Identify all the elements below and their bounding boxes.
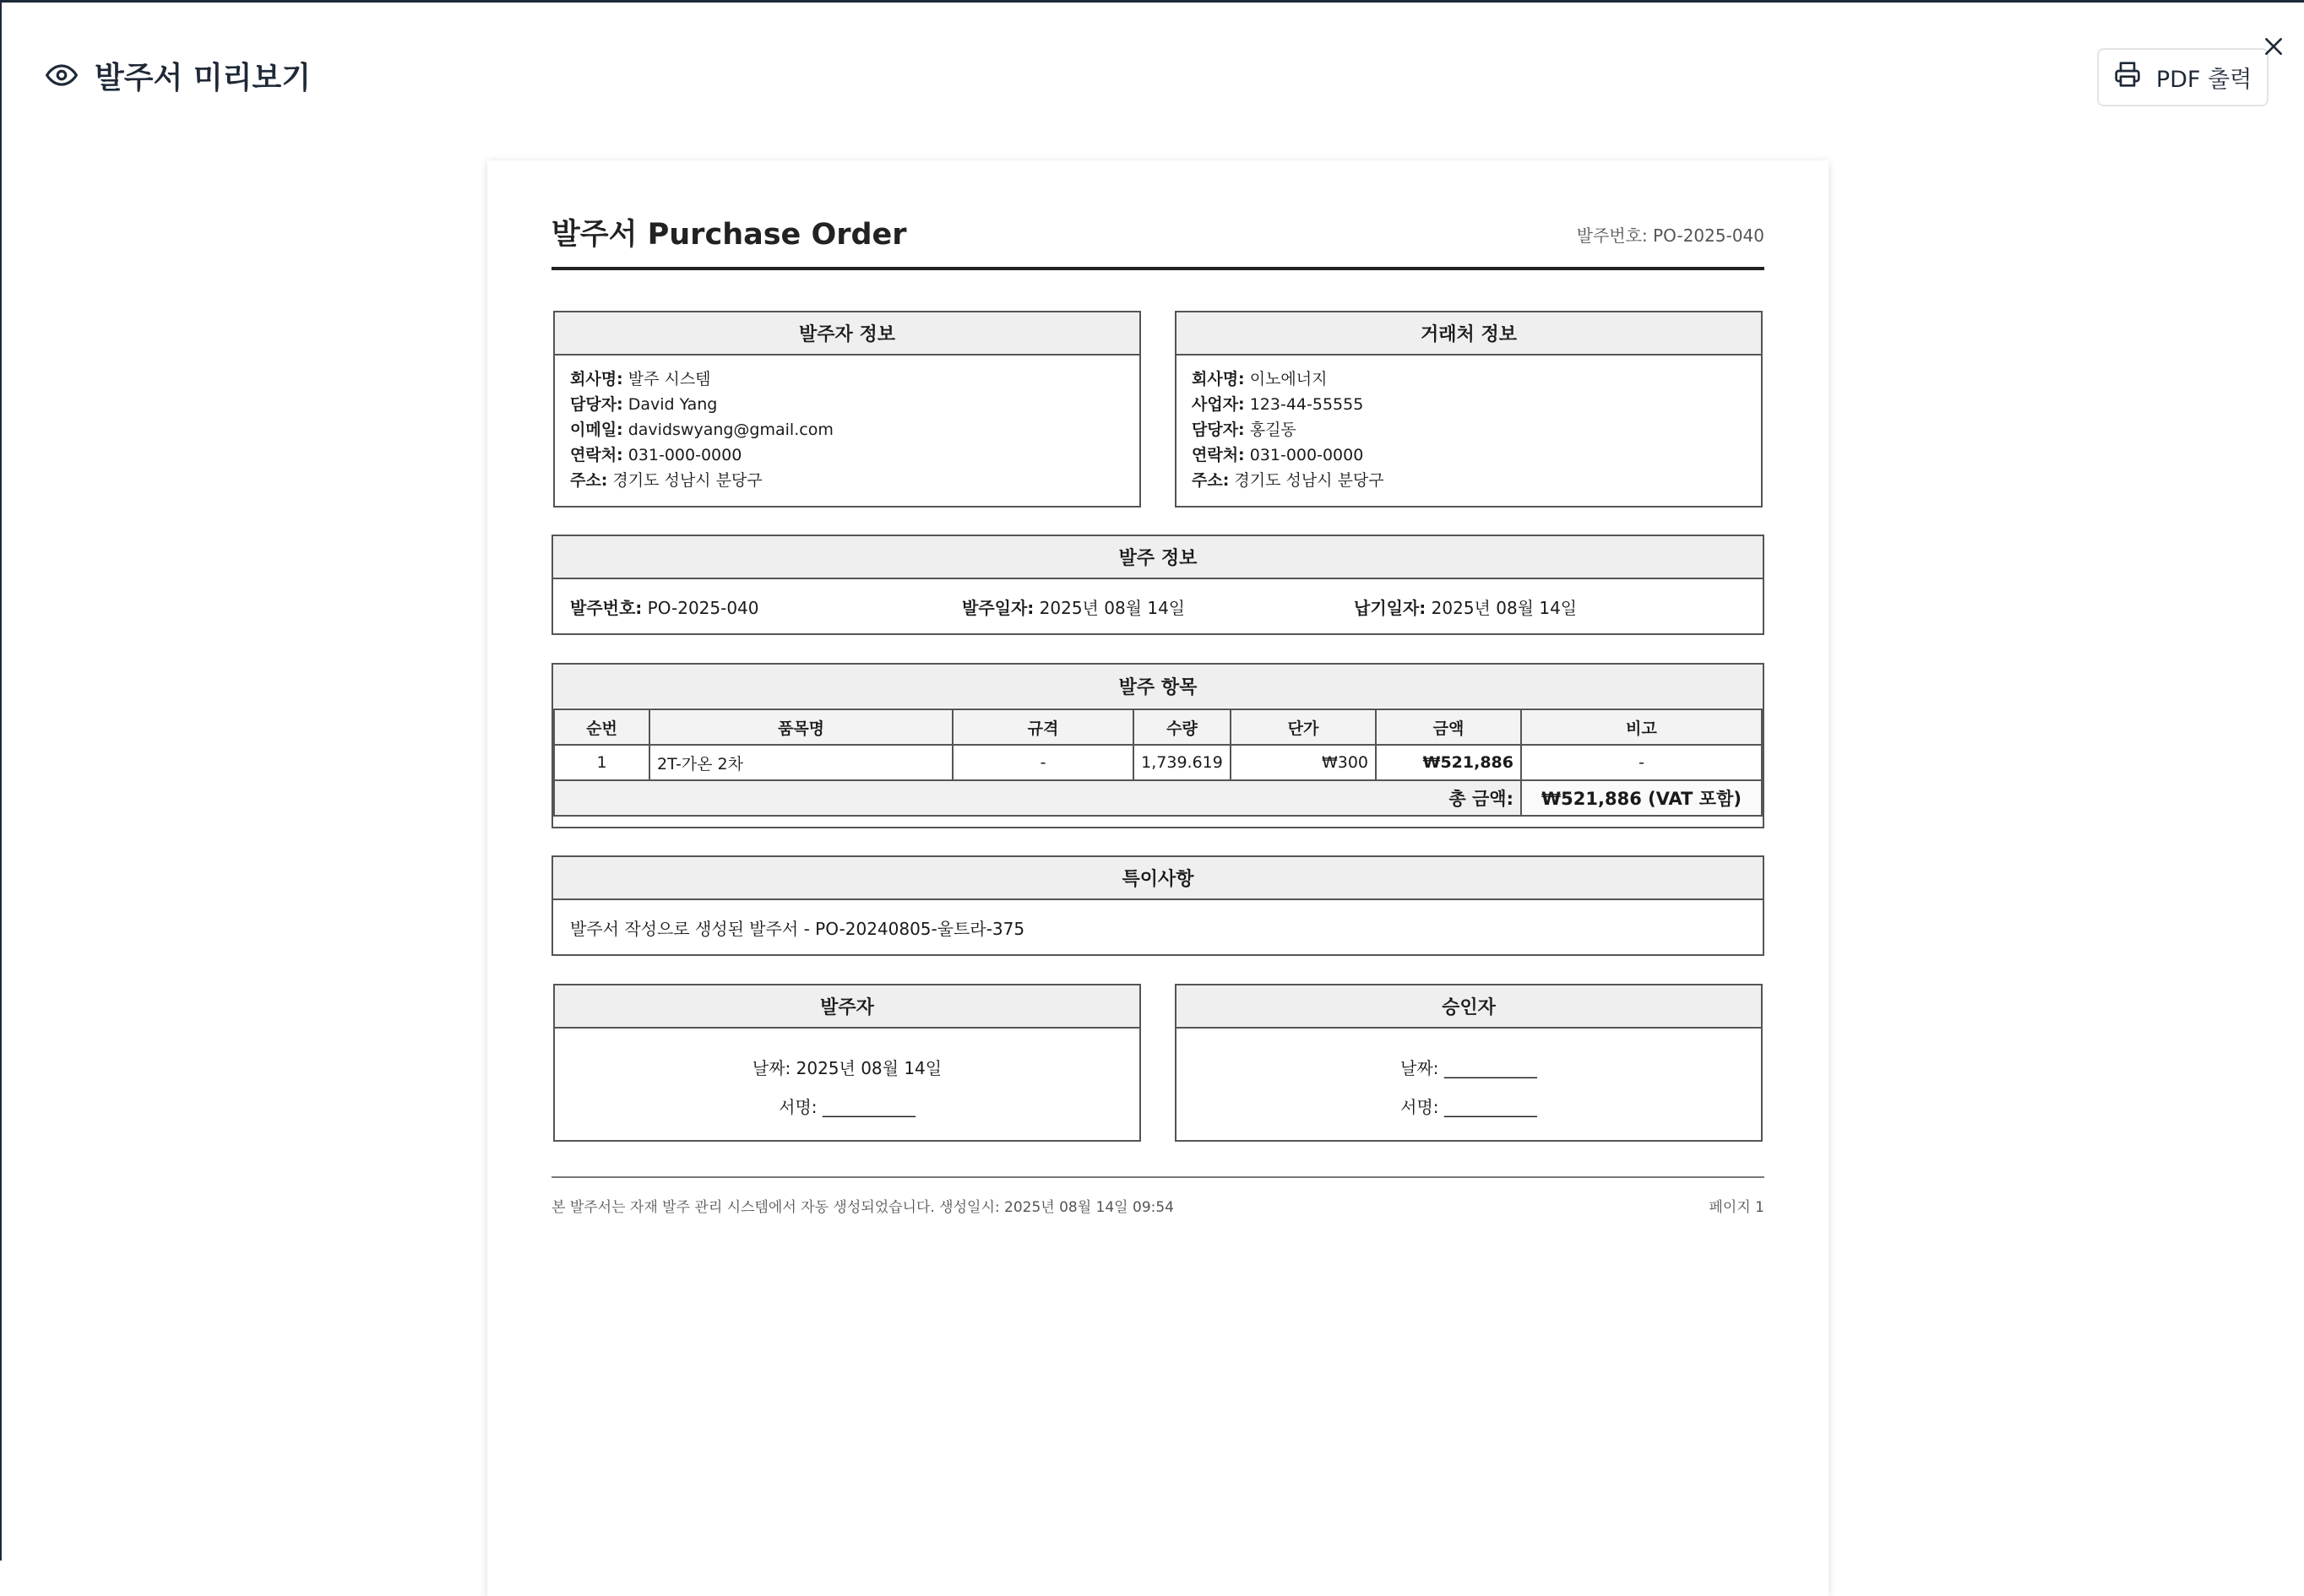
page-number: 페이지 1 [1709, 1199, 1764, 1216]
orderer-signature-box [553, 984, 1141, 1142]
approver-sign-line: 서명: ___________ [1400, 1097, 1537, 1117]
eye-icon [46, 59, 78, 91]
table-header-row [554, 709, 1762, 745]
col-header-spec: 규격 [953, 709, 1133, 745]
approver-signature-heading: 승인자 [1176, 985, 1761, 1029]
col-header-item: 품목명 [649, 709, 953, 745]
col-header-amount: 금액 [1376, 709, 1521, 745]
orderer-sign-date: 날짜: 2025년 08월 14일 [752, 1058, 943, 1078]
cell-item: 2T-가온 2차 [649, 745, 953, 780]
order-date: 발주일자: 2025년 08월 14일 [962, 597, 1186, 618]
order-items-table [553, 708, 1763, 817]
total-amount: ₩521,886 (VAT 포함) [1521, 780, 1762, 816]
orderer-info-heading: 발주자 정보 [555, 312, 1139, 356]
total-row [554, 780, 1762, 816]
supplier-company: 회사명: 이노에너지 [1192, 370, 1328, 388]
order-items-box [552, 663, 1764, 828]
supplier-info-heading: 거래처 정보 [1176, 312, 1761, 356]
order-info-box [552, 535, 1764, 635]
supplier-business-no: 사업자: 123-44-55555 [1192, 395, 1364, 414]
col-header-unit-price: 단가 [1231, 709, 1376, 745]
total-label: 총 금액: [554, 780, 1521, 816]
order-info-heading: 발주 정보 [553, 536, 1763, 579]
modal-title: 발주서 미리보기 [95, 60, 311, 95]
col-header-note: 비고 [1521, 709, 1762, 745]
orderer-manager: 담당자: David Yang [570, 395, 718, 414]
pdf-export-label: PDF 출력 [2155, 67, 2252, 93]
supplier-manager: 담당자: 홍길동 [1192, 421, 1296, 439]
supplier-info-box [1175, 311, 1763, 508]
delivery-date: 납기일자: 2025년 08월 14일 [1354, 597, 1578, 618]
cell-note: - [1521, 745, 1762, 780]
approver-signature-box [1175, 984, 1763, 1142]
document-number: 발주번호: PO-2025-040 [1576, 225, 1764, 246]
pdf-export-button[interactable] [2097, 48, 2269, 106]
orderer-phone: 연락처: 031-000-0000 [570, 446, 742, 464]
supplier-address: 주소: 경기도 성남시 분당구 [1192, 471, 1384, 490]
document-title: 발주서 Purchase Order [552, 218, 907, 252]
printer-icon [2114, 61, 2141, 94]
cell-unit-price: ₩300 [1231, 745, 1376, 780]
footer-note: 본 발주서는 자재 발주 관리 시스템에서 자동 생성되었습니다. 생성일시: 2025년 08월 14일 09:54 [552, 1199, 1174, 1216]
remarks-text: 발주서 작성으로 생성된 발주서 - PO-20240805-울트라-375 [570, 918, 1025, 939]
document-header [552, 211, 1764, 270]
col-header-no: 순번 [554, 709, 649, 745]
modal-header [46, 52, 311, 99]
orderer-email: 이메일: davidswyang@gmail.com [570, 421, 834, 439]
cell-qty: 1,739.619 [1133, 745, 1231, 780]
orderer-company: 회사명: 발주 시스템 [570, 370, 711, 388]
order-number: 발주번호: PO-2025-040 [570, 597, 759, 618]
approver-sign-date: 날짜: ___________ [1400, 1058, 1537, 1078]
remarks-box [552, 855, 1764, 956]
close-icon [2263, 35, 2285, 61]
orderer-sign-line: 서명: ___________ [779, 1097, 916, 1117]
orderer-address: 주소: 경기도 성남시 분당구 [570, 471, 763, 490]
remarks-heading: 특이사항 [553, 857, 1763, 900]
cell-spec: - [953, 745, 1133, 780]
document-paper [487, 160, 1829, 1596]
orderer-info-box [553, 311, 1141, 508]
col-header-qty: 수량 [1133, 709, 1231, 745]
cell-amount: ₩521,886 [1376, 745, 1521, 780]
document-footer [552, 1176, 1764, 1216]
table-row [554, 745, 1762, 780]
cell-no: 1 [554, 745, 649, 780]
supplier-phone: 연락처: 031-000-0000 [1192, 446, 1364, 464]
orderer-signature-heading: 발주자 [555, 985, 1139, 1029]
order-items-heading: 발주 항목 [553, 665, 1763, 708]
close-button[interactable] [2258, 33, 2289, 63]
